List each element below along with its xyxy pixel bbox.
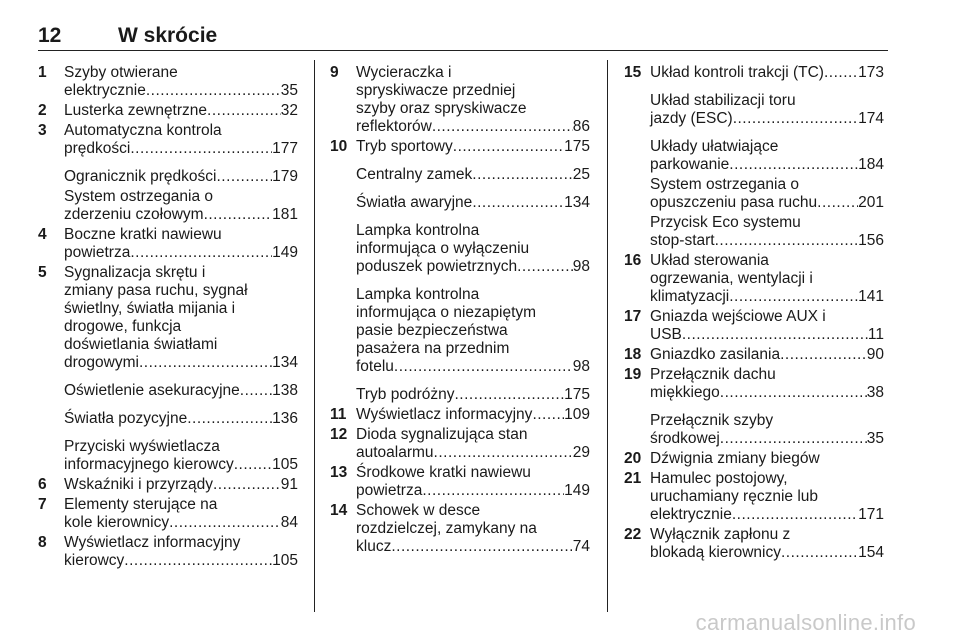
entry-text-line: drogowymi (64, 354, 139, 371)
entry-last-line (64, 552, 298, 570)
entry-text-line: Automatyczna kontrola (64, 122, 222, 139)
leader-dots (532, 406, 564, 424)
leader-dots (682, 326, 868, 344)
index-entry (624, 470, 884, 524)
entry-last-line (650, 194, 884, 212)
entry-body (64, 168, 298, 186)
entry-number: 14 (330, 502, 348, 519)
entry-last-line (64, 410, 298, 428)
entry-body (650, 64, 884, 82)
page-reference[interactable]: 149 (272, 244, 298, 261)
entry-text-line: Układ kontroli trakcji (TC) (650, 64, 824, 81)
leader-dots (130, 244, 272, 262)
index-entry (330, 138, 590, 156)
entry-text-line: prędkości (64, 140, 131, 157)
index-entry (330, 502, 590, 556)
entry-last-line (356, 118, 590, 136)
entry-text-line: informacyjnego kierowcy (64, 456, 234, 473)
leader-dots (729, 288, 858, 306)
page-reference[interactable]: 35 (280, 82, 298, 99)
entry-text-line: doświetlania światłami (64, 336, 218, 353)
entry-number: 13 (330, 464, 348, 481)
leader-dots (780, 346, 867, 364)
index-entry (624, 176, 884, 212)
entry-last-line (650, 544, 884, 562)
page-reference[interactable]: 174 (858, 110, 884, 127)
entry-body (64, 64, 298, 100)
leader-dots (130, 140, 272, 158)
entry-text-line: elektrycznie (650, 506, 732, 523)
entry-body (64, 122, 298, 158)
leader-dots (139, 354, 272, 372)
entry-body (356, 426, 590, 462)
entry-text-line: poduszek powietrznych (356, 258, 518, 275)
entry-last-line (356, 258, 590, 276)
entry-text-line: Sygnalizacja skrętu i (64, 264, 206, 281)
entry-text-line: stop-start (650, 232, 715, 249)
entry-last-line (64, 168, 298, 186)
entry-number: 19 (624, 366, 642, 383)
leader-dots (817, 194, 858, 212)
entry-text-line: Wskaźniki i przyrządy (64, 476, 213, 493)
entry-body (356, 64, 590, 136)
entry-number: 5 (38, 264, 47, 281)
entry-text-line: elektrycznie (64, 82, 146, 99)
entry-number: 12 (330, 426, 348, 443)
leader-dots (169, 514, 281, 532)
index-entry (38, 122, 298, 158)
page-reference[interactable]: 90 (866, 346, 884, 363)
index-entry (38, 476, 298, 494)
entry-last-line (650, 288, 884, 306)
entry-body (650, 252, 884, 306)
entry-last-line (356, 138, 590, 156)
column-2 (330, 64, 590, 556)
page-reference[interactable]: 138 (272, 382, 298, 399)
entry-body (64, 410, 298, 428)
leader-dots (432, 118, 573, 136)
page-reference[interactable]: 184 (858, 156, 884, 173)
entry-text-line: Tryb podróżny (356, 386, 455, 403)
entry-body (356, 286, 590, 376)
entry-last-line (64, 476, 298, 494)
entry-text-line: fotelu (356, 358, 394, 375)
entry-last-line (64, 102, 298, 120)
entry-body (356, 138, 590, 156)
page-reference[interactable]: 175 (564, 138, 590, 155)
leader-dots (517, 258, 573, 276)
page-reference[interactable]: 91 (280, 476, 298, 493)
leader-dots (715, 232, 859, 250)
entry-body (650, 214, 884, 250)
page-reference[interactable]: 105 (272, 552, 298, 569)
page-reference[interactable]: 171 (858, 506, 884, 523)
column-divider-2 (607, 60, 608, 612)
entry-number: 18 (624, 346, 642, 363)
entry-text-line: kole kierownicy (64, 514, 170, 531)
entry-text-line: USB (650, 326, 682, 343)
entry-last-line (64, 82, 298, 100)
index-entry (38, 410, 298, 428)
entry-text-line: Środkowe kratki nawiewu (356, 464, 531, 481)
page-title: W skrócie (118, 24, 218, 47)
page-reference[interactable]: 179 (272, 168, 298, 185)
entry-text-line: pasażera na przednim (356, 340, 510, 357)
entry-body (64, 188, 298, 224)
entry-text-line: środkowej (650, 430, 720, 447)
page-reference[interactable]: 11 (867, 326, 884, 343)
entry-last-line (650, 430, 884, 448)
entry-body (650, 526, 884, 562)
entry-text-line: pasie bezpieczeństwa (356, 322, 508, 339)
entry-last-line (64, 244, 298, 262)
index-entry (330, 166, 590, 184)
entry-text-line: System ostrzegania o (650, 176, 800, 193)
entry-last-line (64, 140, 298, 158)
leader-dots (453, 138, 564, 156)
entry-last-line (650, 156, 884, 174)
entry-text-line: autoalarmu (356, 444, 434, 461)
entry-last-line (650, 346, 884, 364)
entry-last-line (650, 232, 884, 250)
entry-body (356, 502, 590, 556)
index-entry (624, 526, 884, 562)
leader-dots (216, 168, 272, 186)
header-rule (38, 50, 888, 51)
entry-number: 8 (38, 534, 47, 551)
index-entry (38, 188, 298, 224)
entry-text-line: zmiany pasa ruchu, sygnał (64, 282, 248, 299)
entry-last-line (356, 194, 590, 212)
entry-text-line: Dioda sygnalizująca stan (356, 426, 528, 443)
entry-text-line: Wyświetlacz informacyjny (356, 406, 533, 423)
entry-body (650, 346, 884, 364)
entry-text-line: Przełącznik dachu (650, 366, 776, 383)
entry-body (64, 102, 298, 120)
entry-number: 15 (624, 64, 642, 81)
entry-body (650, 412, 884, 448)
leader-dots (213, 476, 281, 494)
column-3 (624, 64, 884, 562)
page-reference[interactable]: 141 (858, 288, 884, 305)
entry-last-line (64, 354, 298, 372)
entry-last-line (356, 386, 590, 404)
page-reference[interactable]: 156 (858, 232, 884, 249)
column-1 (38, 64, 298, 570)
entry-body (356, 166, 590, 184)
entry-text-line: powietrza (64, 244, 131, 261)
entry-last-line (356, 482, 590, 500)
leader-dots (146, 82, 281, 100)
entry-text-line: zderzeniu czołowym (64, 206, 204, 223)
entry-body (356, 406, 590, 424)
entry-body (650, 470, 884, 524)
entry-last-line (64, 382, 298, 400)
page-reference[interactable]: 29 (572, 444, 590, 461)
entry-body (650, 308, 884, 344)
entry-body (64, 496, 298, 532)
leader-dots (391, 538, 572, 556)
entry-text-line: Układy ułatwiające (650, 138, 779, 155)
page-reference[interactable]: 98 (572, 258, 590, 275)
page-reference[interactable]: 74 (572, 538, 590, 555)
index-entry (624, 214, 884, 250)
index-entry (624, 138, 884, 174)
entry-number: 2 (38, 102, 47, 119)
entry-text-line: Wyświetlacz informacyjny (64, 534, 241, 551)
entry-text-line: Ogranicznik prędkości (64, 168, 217, 185)
leader-dots (472, 166, 572, 184)
index-entry (38, 64, 298, 100)
entry-text-line: szyby oraz spryskiwacze (356, 100, 527, 117)
index-entry (624, 366, 884, 402)
entry-text-line: Układ sterowania (650, 252, 769, 269)
entry-number: 6 (38, 476, 47, 493)
entry-number: 3 (38, 122, 47, 139)
index-entry (330, 426, 590, 462)
column-divider-1 (314, 60, 315, 612)
index-entry (624, 346, 884, 364)
entry-body (64, 438, 298, 474)
index-entry (330, 222, 590, 276)
index-entry (38, 496, 298, 532)
leader-dots (187, 410, 272, 428)
watermark: carmanualsonline.info (695, 610, 916, 635)
index-entry (38, 264, 298, 372)
entry-text-line: klucz (356, 538, 392, 555)
page-reference[interactable]: 154 (858, 544, 884, 561)
page-reference[interactable]: 25 (572, 166, 590, 183)
entry-number: 11 (330, 406, 347, 423)
entry-text-line: Przycisk Eco systemu (650, 214, 801, 231)
entry-text-line: opuszczeniu pasa ruchu (650, 194, 818, 211)
leader-dots (733, 110, 858, 128)
entry-text-line: powietrza (356, 482, 423, 499)
entry-last-line (356, 444, 590, 462)
entry-last-line (650, 506, 884, 524)
leader-dots (824, 64, 858, 82)
entry-text-line: Układ stabilizacji toru (650, 92, 796, 109)
entry-body (356, 386, 590, 404)
entry-body (64, 534, 298, 570)
index-entry (330, 406, 590, 424)
page-reference[interactable]: 32 (280, 102, 298, 119)
entry-number: 9 (330, 64, 339, 81)
entry-number: 21 (624, 470, 642, 487)
leader-dots (732, 506, 858, 524)
entry-number: 7 (38, 496, 47, 513)
entry-text-line: klimatyzacji (650, 288, 730, 305)
index-entry (38, 226, 298, 262)
entry-body (650, 366, 884, 402)
index-entry (330, 464, 590, 500)
entry-last-line (650, 450, 884, 468)
entry-body (650, 450, 884, 468)
index-entry (330, 64, 590, 136)
entry-last-line (356, 538, 590, 556)
index-entry (624, 450, 884, 468)
entry-text-line: ogrzewania, wentylacji i (650, 270, 813, 287)
index-entry (624, 64, 884, 82)
entry-text-line: Wyłącznik zapłonu z (650, 526, 791, 543)
entry-number: 16 (624, 252, 642, 269)
entry-text-line: System ostrzegania o (64, 188, 214, 205)
entry-body (64, 264, 298, 372)
entry-text-line: informująca o niezapiętym (356, 304, 537, 321)
page-reference[interactable]: 175 (564, 386, 590, 403)
entry-last-line (650, 110, 884, 128)
entry-text-line: jazdy (ESC) (650, 110, 733, 127)
index-entry (624, 252, 884, 306)
entry-text-line: Przełącznik szyby (650, 412, 774, 429)
index-entry (38, 102, 298, 120)
entry-text-line: Schowek w desce (356, 502, 481, 519)
entry-text-line: świetlny, światła mijania i (64, 300, 236, 317)
index-entry (38, 168, 298, 186)
entry-text-line: Przyciski wyświetlacza (64, 438, 220, 455)
entry-last-line (356, 358, 590, 376)
page-reference[interactable]: 38 (866, 384, 884, 401)
entry-text-line: Tryb sportowy (356, 138, 453, 155)
entry-text-line: parkowanie (650, 156, 730, 173)
leader-dots (204, 206, 273, 224)
page-reference[interactable]: 98 (572, 358, 590, 375)
entry-text-line: reflektorów (356, 118, 432, 135)
entry-text-line: Boczne kratki nawiewu (64, 226, 222, 243)
entry-text-line: Światła pozycyjne (64, 410, 188, 427)
entry-text-line: rozdzielczej, zamykany na (356, 520, 537, 537)
leader-dots (394, 358, 573, 376)
entry-last-line (64, 206, 298, 224)
entry-text-line: Lampka kontrolna (356, 222, 480, 239)
leader-dots (240, 382, 272, 400)
entry-text-line: Oświetlenie asekuracyjne (64, 382, 240, 399)
entry-text-line: Lusterka zewnętrzne (64, 102, 208, 119)
entry-body (356, 222, 590, 276)
entry-text-line: miękkiego (650, 384, 720, 401)
entry-body (64, 226, 298, 262)
entry-number: 22 (624, 526, 642, 543)
page-number: 12 (38, 24, 62, 47)
index-entry (624, 308, 884, 344)
entry-body (356, 464, 590, 500)
entry-body (650, 138, 884, 174)
page-reference[interactable]: 177 (272, 140, 298, 157)
index-entry (38, 534, 298, 570)
entry-text-line: informująca o wyłączeniu (356, 240, 530, 257)
entry-text-line: spryskiwacze przedniej (356, 82, 516, 99)
index-entry (38, 382, 298, 400)
index-entry (38, 438, 298, 474)
entry-body (64, 382, 298, 400)
entry-last-line (650, 384, 884, 402)
page-reference[interactable]: 181 (272, 206, 298, 223)
page-reference[interactable]: 136 (272, 410, 298, 427)
entry-text-line: Hamulec postojowy, (650, 470, 788, 487)
entry-text-line: Gniazdko zasilania (650, 346, 781, 363)
entry-text-line: Dźwignia zmiany biegów (650, 450, 820, 467)
entry-last-line (64, 514, 298, 532)
leader-dots (455, 386, 565, 404)
entry-last-line (356, 166, 590, 184)
index-entry (330, 286, 590, 376)
entry-body (650, 92, 884, 128)
entry-text-line: Elementy sterujące na (64, 496, 218, 513)
index-entry (624, 92, 884, 128)
leader-dots (434, 444, 573, 462)
page-reference[interactable]: 173 (858, 64, 884, 81)
entry-text-line: drogowe, funkcja (64, 318, 182, 335)
page-reference[interactable]: 149 (564, 482, 590, 499)
page-reference[interactable]: 86 (572, 118, 590, 135)
index-entry (330, 194, 590, 212)
entry-text-line: Wycieraczka i (356, 64, 452, 81)
leader-dots (729, 156, 858, 174)
entry-last-line (356, 406, 590, 424)
entry-text-line: Centralny zamek (356, 166, 473, 183)
entry-text-line: blokadą kierownicy (650, 544, 781, 561)
entry-text-line: Lampka kontrolna (356, 286, 480, 303)
entry-body (64, 476, 298, 494)
index-entry (330, 386, 590, 404)
index-entry (624, 412, 884, 448)
leader-dots (422, 482, 564, 500)
entry-last-line (650, 64, 884, 82)
entry-text-line: kierowcy (64, 552, 125, 569)
entry-number: 20 (624, 450, 642, 467)
leader-dots (207, 102, 281, 120)
page-reference[interactable]: 35 (866, 430, 884, 447)
entry-last-line (64, 456, 298, 474)
page-reference[interactable]: 134 (564, 194, 590, 211)
entry-number: 1 (38, 64, 47, 81)
entry-text-line: Szyby otwierane (64, 64, 178, 81)
leader-dots (124, 552, 272, 570)
page-reference[interactable]: 201 (858, 194, 884, 211)
entry-body (356, 194, 590, 212)
page-reference[interactable]: 134 (272, 354, 298, 371)
entry-text-line: uruchamiany ręcznie lub (650, 488, 819, 505)
entry-text-line: Światła awaryjne (356, 194, 473, 211)
page-reference[interactable]: 84 (280, 514, 298, 531)
entry-number: 17 (624, 308, 642, 325)
entry-last-line (650, 326, 884, 344)
entry-text-line: Gniazda wejściowe AUX i (650, 308, 826, 325)
entry-body (650, 176, 884, 212)
leader-dots (720, 384, 867, 402)
entry-number: 10 (330, 138, 348, 155)
leader-dots (472, 194, 564, 212)
page-reference[interactable]: 109 (564, 406, 590, 423)
leader-dots (234, 456, 272, 474)
leader-dots (781, 544, 858, 562)
entry-number: 4 (38, 226, 47, 243)
page-reference[interactable]: 105 (272, 456, 298, 473)
leader-dots (720, 430, 867, 448)
